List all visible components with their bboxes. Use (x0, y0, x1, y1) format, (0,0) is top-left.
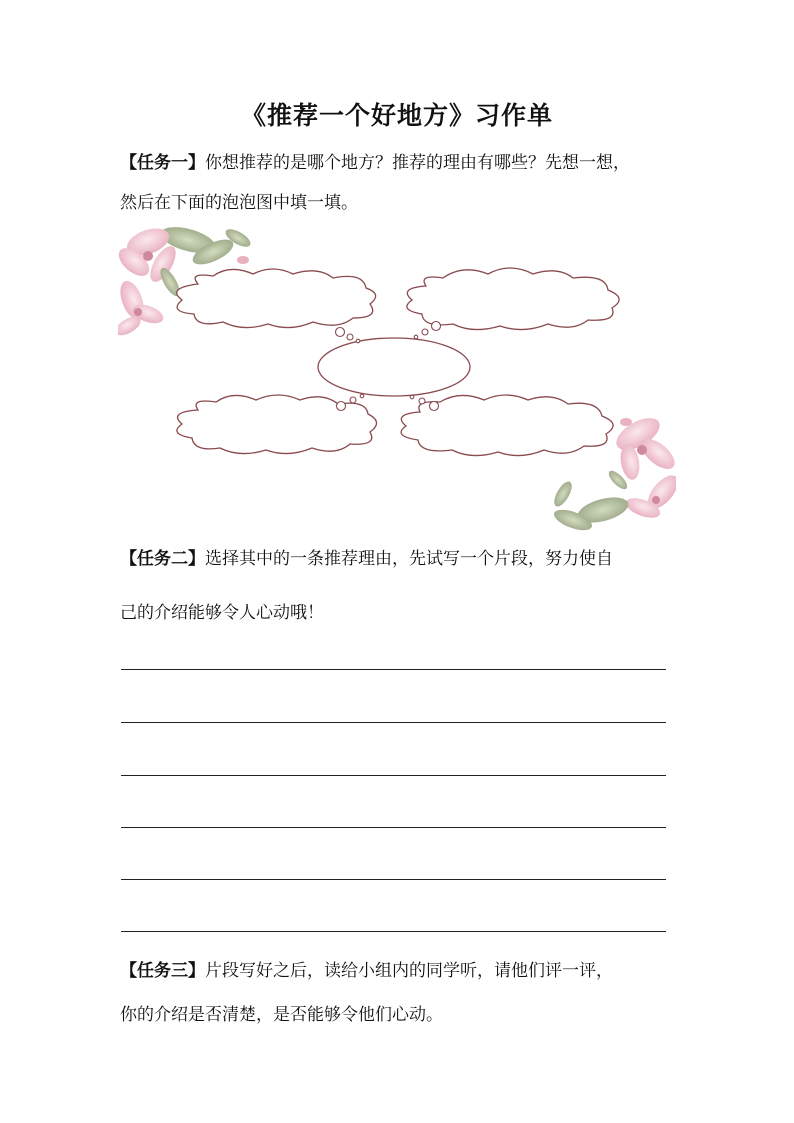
center-bubble[interactable] (318, 338, 470, 396)
task2-line1 (120, 542, 690, 576)
writing-line[interactable] (121, 879, 666, 880)
task1-line2: 然后在下面的泡泡图中填一填。 (120, 193, 358, 213)
task2-label: 【任务二】 (120, 549, 205, 569)
task3-label: 【任务三】 (120, 961, 205, 981)
task1-text1: 你想推荐的是哪个地方？推荐的理由有哪些？先想一想， (205, 153, 630, 173)
task3-text1: 片段写好之后，读给小组内的同学听，请他们评一评， (205, 961, 613, 981)
task1-label: 【任务一】 (120, 153, 205, 173)
page-title: 《推荐一个好地方》习作单 (240, 101, 553, 130)
writing-line[interactable] (121, 722, 666, 723)
task2-instructions (120, 542, 690, 630)
task2-text1: 选择其中的一条推荐理由，先试写一个片段，努力使自 (205, 549, 613, 569)
task2-line2: 己的介绍能够令人心动哦！ (120, 603, 324, 623)
task3-line1 (120, 954, 690, 988)
task3-line2: 你的介绍是否清楚，是否能够令他们心动。 (120, 1005, 443, 1025)
writing-line[interactable] (121, 775, 666, 776)
writing-line[interactable] (121, 931, 666, 932)
writing-line[interactable] (121, 669, 666, 670)
bubble-top-left[interactable] (177, 269, 376, 328)
task1-line1 (120, 146, 690, 180)
bubble-bottom-left[interactable] (177, 395, 377, 454)
bubble-map (118, 222, 676, 534)
writing-line[interactable] (121, 827, 666, 828)
bubble-top-right[interactable] (407, 268, 619, 330)
task1-instructions (120, 146, 690, 220)
task3-instructions (120, 954, 690, 1032)
